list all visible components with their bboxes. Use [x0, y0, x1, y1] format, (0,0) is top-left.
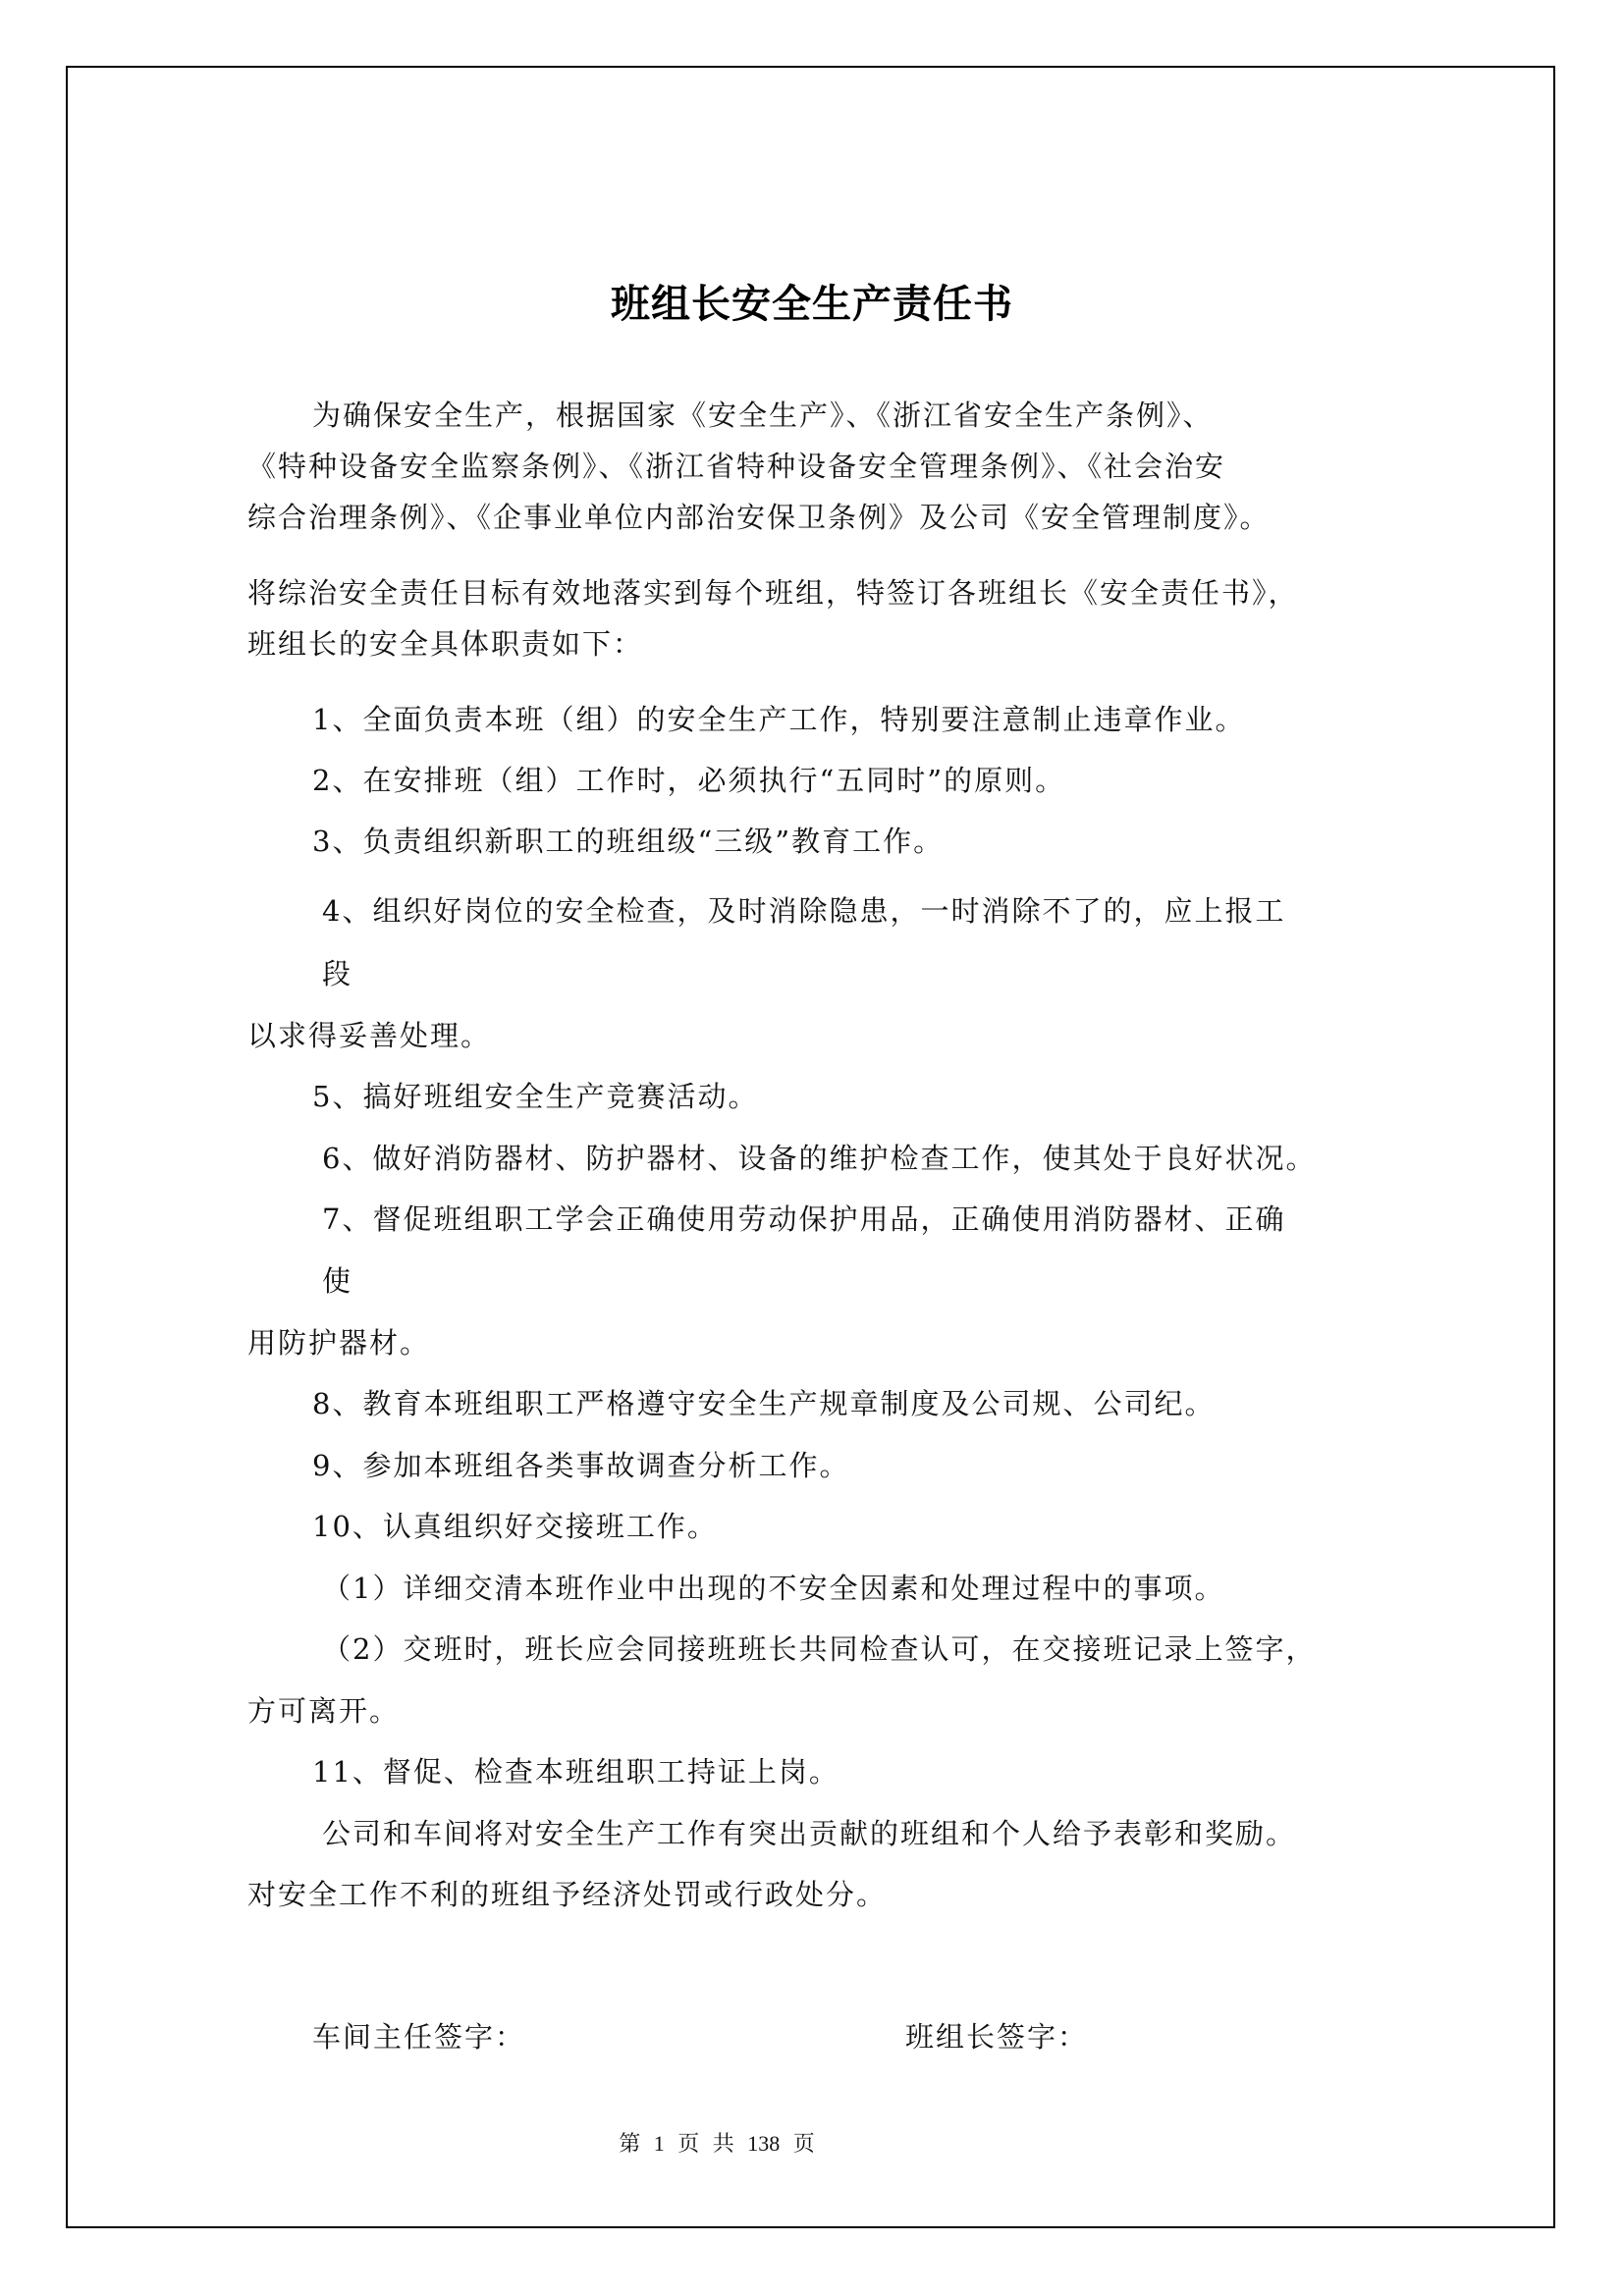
sub-item-2: （2）交班时，班长应会同接班班长共同检查认可，在交接班记录上签字，	[322, 1632, 1317, 1666]
duty-item-2: 2、在安排班（组）工作时，必须执行“五同时”的原则。	[312, 764, 1066, 797]
intro-line: 为确保安全生产，根据国家《安全生产》、《浙江省安全生产条例》、	[312, 399, 1214, 432]
duty-item-5: 5、搞好班组安全生产竞赛活动。	[312, 1080, 759, 1113]
duty-item-3: 3、负责组织新职工的班组级“三级”教育工作。	[312, 825, 945, 858]
duty-item-8: 8、教育本班组职工严格遵守安全生产规章制度及公司规、公司纪。	[312, 1387, 1216, 1420]
intro-line: 班组长的安全具体职责如下：	[247, 627, 644, 661]
duty-item-10: 10、认真组织好交接班工作。	[312, 1510, 718, 1543]
page-indicator: 第 1 页 共 138 页	[619, 2131, 815, 2156]
duty-item-6: 6、做好消防器材、防护器材、设备的维护检查工作，使其处于良好状况。	[322, 1142, 1317, 1175]
sub-item-1: （1）详细交清本班作业中出现的不安全因素和处理过程中的事项。	[322, 1572, 1225, 1605]
intro-line: 将综治安全责任目标有效地落实到每个班组，特签订各班组长《安全责任书》，	[247, 576, 1299, 610]
duty-item-11: 11、督促、检查本班组职工持证上岗。	[312, 1755, 839, 1789]
intro-line: 综合治理条例》、《企事业单位内部治安保卫条例》及公司《安全管理制度》。	[247, 501, 1271, 534]
team-leader-signature-label: 班组长签字：	[905, 2020, 1089, 2054]
duty-item-1: 1、全面负责本班（组）的安全生产工作，特别要注意制止违章作业。	[312, 703, 1246, 736]
duty-item-4-wrap: 段	[322, 957, 353, 990]
closing-line: 对安全工作不利的班组予经济处罚或行政处分。	[247, 1878, 888, 1911]
duty-item-7: 7、督促班组职工学会正确使用劳动保护用品，正确使用消防器材、正确	[322, 1202, 1286, 1236]
duty-item-9: 9、参加本班组各类事故调查分析工作。	[312, 1449, 850, 1482]
workshop-director-signature-label: 车间主任签字：	[312, 2020, 526, 2054]
duty-item-4: 4、组织好岗位的安全检查，及时消除隐患，一时消除不了的，应上报工	[322, 894, 1286, 928]
duty-item-7-wrap: 使	[322, 1264, 353, 1298]
sub-item-2-continuation: 方可离开。	[247, 1694, 401, 1728]
intro-line: 《特种设备安全监察条例》、《浙江省特种设备安全管理条例》、《社会治安	[247, 450, 1226, 483]
duty-item-7-continuation: 用防护器材。	[247, 1326, 431, 1360]
duty-item-4-continuation: 以求得妥善处理。	[247, 1019, 492, 1052]
document-title: 班组长安全生产责任书	[611, 282, 1013, 327]
closing-line: 公司和车间将对安全生产工作有突出贡献的班组和个人给予表彰和奖励。	[322, 1817, 1297, 1850]
